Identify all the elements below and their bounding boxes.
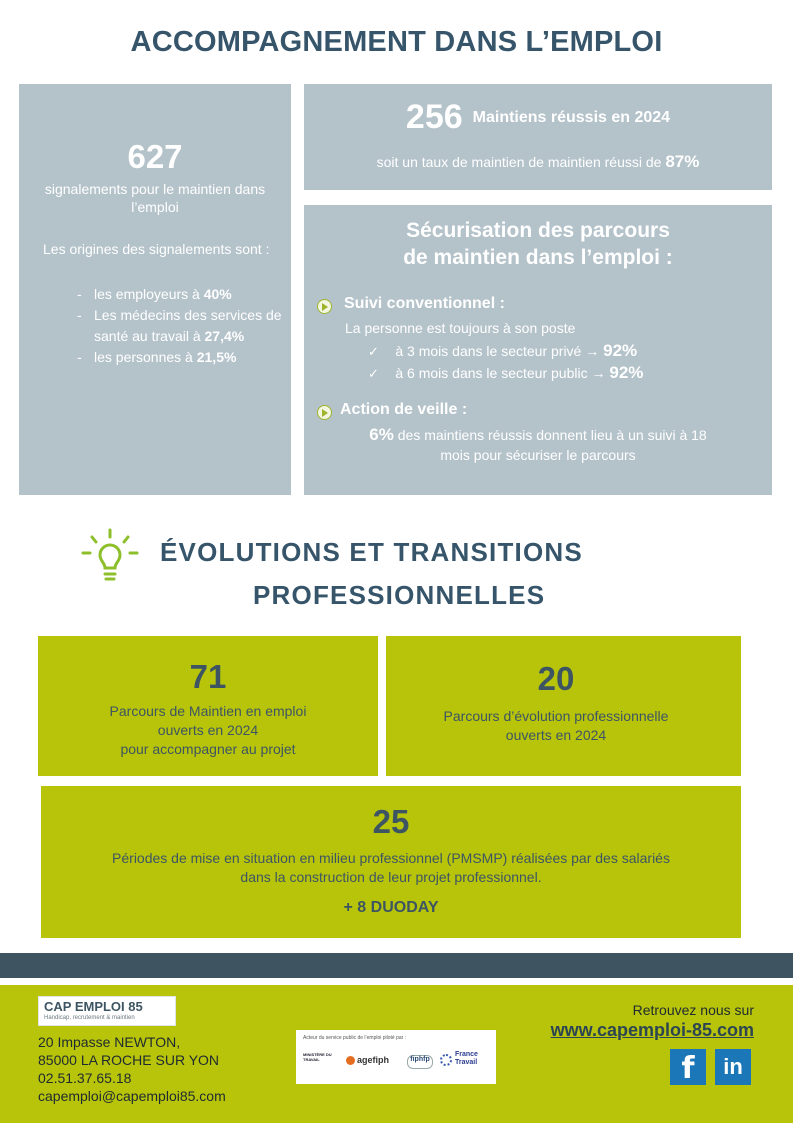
divider-band — [0, 953, 793, 978]
check-row: ✓ à 3 mois dans le secteur privé → 92% — [368, 341, 638, 360]
origin-item: - les personnes à 21,5% — [77, 347, 282, 368]
section-title-accompagnement: ACCOMPAGNEMENT DANS L’EMPLOI — [130, 26, 663, 58]
parcours-evolution-value: 20 — [537, 660, 575, 697]
suivi-text: La personne est toujours à son poste — [345, 320, 576, 336]
linkedin-icon[interactable]: in — [715, 1049, 751, 1085]
parcours-maintien-value: 71 — [189, 658, 227, 695]
securisation-title: Sécurisation des parcours de maintien dans l’emploi : — [403, 219, 673, 269]
facebook-icon[interactable]: f — [670, 1049, 706, 1085]
securisation-card: Sécurisation des parcours de maintien dans l’emploi : Suivi conventionnel : La personne est toujours à son poste ✓ à 3 mois dans le secteur privé → 92% ✓ à 6 mois dans le secteur public → 92% Action de veille : 6% des maintiens réussis donnent lieu à un suivi à 18 mois pour sécuriser le parcours — [304, 205, 772, 495]
maintiens-label: Maintiens réussis en 2024 — [472, 108, 671, 126]
play-circle-icon — [317, 299, 332, 314]
section-title-evolutions-line2: PROFESSIONNELLES — [253, 580, 546, 610]
veille-text: 6% des maintiens réussis donnent lieu à un suivi à 18 — [369, 425, 707, 444]
email-link[interactable]: capemploi@capemploi85.com — [38, 1088, 226, 1104]
pmsmp-value: 25 — [372, 803, 410, 840]
signalements-value: 627 — [127, 138, 183, 175]
maintiens-rate: soit un taux de maintien de maintien réussi de 87% — [376, 152, 700, 171]
cap-emploi-logo: CAP EMPLOI 85 Handicap, recrutement & maintien — [38, 996, 176, 1026]
signalements-card — [19, 84, 291, 495]
origins-list — [77, 284, 282, 368]
france-travail-logo: France Travail — [455, 1051, 478, 1066]
pmsmp-text: Périodes de mise en situation en milieu professionnel (PMSMP) réalisées par des salariés dans la construction de leur projet professionnel. — [112, 850, 670, 885]
parcours-maintien-text: Parcours de Maintien en emploi ouverts en 2024 pour accompagner au projet — [109, 703, 307, 757]
website-link[interactable]: www.capemploi-85.com — [550, 1020, 754, 1040]
parcours-evolution-text: Parcours d’évolution professionnelle ouverts en 2024 — [443, 708, 669, 743]
signalements-label: signalements pour le maintien dans l’emploi — [44, 181, 266, 215]
maintiens-value: 256 — [405, 98, 463, 136]
find-us-text: Retrouvez nous sur — [632, 1002, 754, 1018]
origin-item: - Les médecins des services de santé au travail à 27,4% — [77, 305, 282, 347]
origins-intro: Les origines des signalements sont : — [43, 241, 270, 257]
france-travail-icon — [440, 1054, 452, 1066]
origin-item: - les employeurs à 40% — [77, 284, 282, 305]
duoday-text: + 8 DUODAY — [343, 899, 439, 916]
partners-logos: Acteur du service public de l’emploi piloté par : MINISTÈRE DU TRAVAIL agefiph fiphfp France Travail — [296, 1030, 496, 1084]
fiphfp-logo: fiphfp — [407, 1055, 433, 1069]
agefiph-logo: agefiph — [357, 1055, 390, 1065]
veille-title: Action de veille : — [340, 401, 468, 418]
check-icon: ✓ — [368, 344, 379, 359]
parcours-maintien-card — [38, 636, 378, 776]
lightbulb-icon — [80, 527, 140, 587]
section-title-evolutions: ÉVOLUTIONS ET TRANSITIONS — [160, 537, 583, 567]
pmsmp-card — [41, 786, 741, 938]
agefiph-icon — [346, 1056, 355, 1065]
parcours-evolution-card — [386, 636, 741, 776]
check-row: ✓ à 6 mois dans le secteur public → 92% — [368, 363, 644, 382]
maintiens-card — [304, 84, 772, 190]
suivi-title: Suivi conventionnel : — [344, 295, 505, 312]
ministere-logo: MINISTÈRE DU TRAVAIL — [303, 1052, 332, 1062]
check-icon: ✓ — [368, 366, 379, 381]
address-block: 20 Impasse NEWTON, 85000 LA ROCHE SUR YON 02.51.37.65.18 capemploi@capemploi85.com — [38, 1034, 226, 1104]
play-circle-icon — [317, 405, 332, 420]
